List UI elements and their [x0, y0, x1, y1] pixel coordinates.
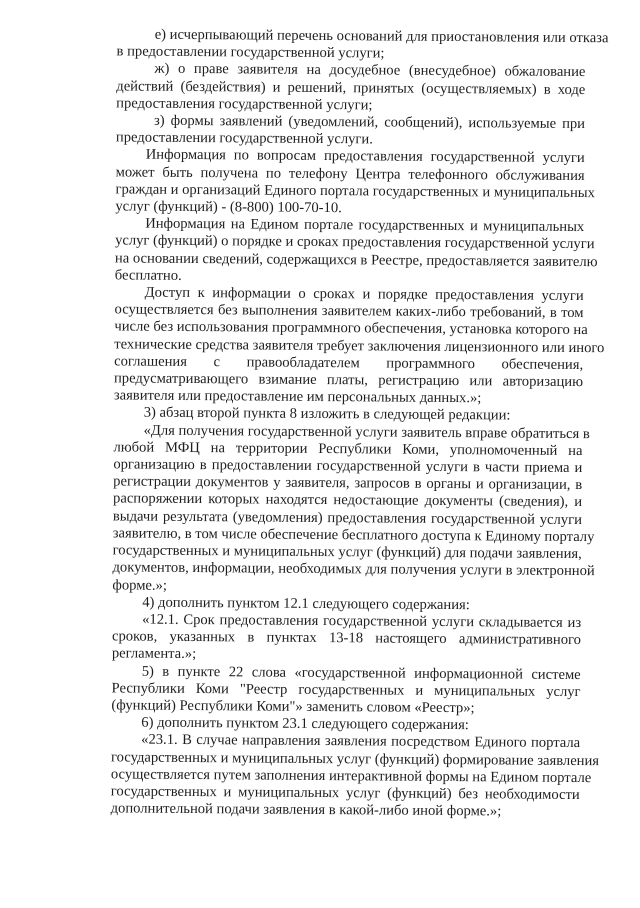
- text-line: е) исчерпывающий перечень оснований для приостановления или отказа: [154, 26, 609, 47]
- text-line: осуществляется без выполнения заявителем каких-либо требований, в том: [114, 301, 584, 322]
- text-line: на основании сведений, содержащихся в Реестре, предоставляется заявителю: [114, 250, 598, 270]
- text-line: бесплатно.: [114, 267, 182, 284]
- text-line: Республики Коми "Реестр государственных и муниципальных услуг: [111, 680, 581, 700]
- text-line: (функций) Республики Коми"» заменить словом «Реестр»;: [111, 697, 475, 717]
- text-line: выдачи результата (уведомления) предоставления государственной услуги: [112, 508, 582, 528]
- text-line: документов, информации, необходимых для получения услуги в электронной: [112, 559, 595, 580]
- text-line: предоставления государственной услуги;: [116, 95, 373, 114]
- text-line: осуществляется путем заполнения интерактивной формы на Едином портале: [110, 766, 592, 786]
- text-line: граждан и организаций Единого портала государственных и муниципальных: [115, 181, 595, 201]
- text-line: «Для получения государственной услуги заявитель вправе обратиться в: [143, 422, 590, 442]
- text-line: предусматривающего взимание платы, регистрацию или авторизацию: [113, 370, 584, 391]
- text-line: Доступ к информации о сроках и порядке предоставления услуги: [144, 284, 584, 305]
- text-line: организацию в предоставлении государственной услуги в части приема и: [113, 456, 583, 477]
- text-line: дополнительной подачи заявления в какой-либо иной форме.»;: [110, 800, 502, 820]
- text-line: предоставлении государственной услуги.: [115, 129, 373, 148]
- text-line: может быть получена по телефону Центра телефонного обслуживания: [115, 164, 585, 184]
- text-line: форме.»;: [112, 576, 168, 594]
- text-line: действий (бездействия) и решений, принятых (осуществляемых) в ходе: [116, 78, 586, 98]
- text-line: 4) дополнить пунктом 12.1 следующего содержания:: [142, 594, 470, 613]
- text-line: любой МФЦ на территории Республики Коми, уполномоченный на: [113, 439, 583, 459]
- text-line: услуг (функций) - (8-800) 100-70-10.: [115, 198, 342, 217]
- text-line: технические средства заявителя требует заключения лицензионного или иного: [114, 336, 605, 356]
- text-line: числе без использования программного обеспечения, установка которого на: [114, 318, 588, 339]
- text-line: заявителю, в том числе обеспечение бесплатного доступа к Единому порталу: [112, 525, 595, 546]
- text-line: государственных и муниципальных услуг (функций) для подачи заявления,: [112, 542, 582, 563]
- text-line: государственных и муниципальных услуг (функций) формирование заявления: [110, 748, 600, 769]
- text-line: 6) дополнить пунктом 23.1 следующего содержания:: [141, 714, 469, 734]
- text-line: регламента.»;: [111, 645, 197, 663]
- text-line: Информация по вопросам предоставления государственной услуги: [145, 147, 585, 167]
- text-line: сроков, указанных в пунктах 13-18 настоящего административного: [111, 628, 582, 649]
- text-line: Информация на Едином портале государственных и муниципальных: [145, 215, 585, 236]
- text-line: услуг (функций) о порядке и сроках предоставления государственной услуги: [115, 232, 595, 253]
- text-line: «23.1. В случае направления заявления посредством Единого портала: [141, 731, 581, 752]
- text-line: в предоставлении государственной услуги;: [116, 43, 385, 62]
- text-line: «12.1. Срок предоставления государственной услуги складывается из: [142, 611, 582, 631]
- text-line: соглашения с правообладателем программного обеспечения,: [114, 353, 584, 373]
- text-line: регистрации документов у заявителя, запросов в органы и организации, в: [113, 473, 583, 494]
- text-line: заявителя или предоставление им персональных данных.»;: [113, 387, 482, 407]
- text-line: 5) в пункте 22 слова «государственной информационной системе: [141, 663, 581, 683]
- text-line: з) формы заявлений (уведомлений, сообщений), используемые при: [153, 112, 586, 133]
- text-line: 3) абзац второй пункта 8 изложить в следующей редакции:: [143, 405, 511, 424]
- text-line: ж) о праве заявителя на досудебное (внесудебное) обжалование: [154, 61, 586, 81]
- text-line: распоряжении которых находятся недостающие документы (сведения), и: [113, 490, 583, 511]
- text-line: государственных и муниципальных услуг (функций) без необходимости: [110, 783, 580, 804]
